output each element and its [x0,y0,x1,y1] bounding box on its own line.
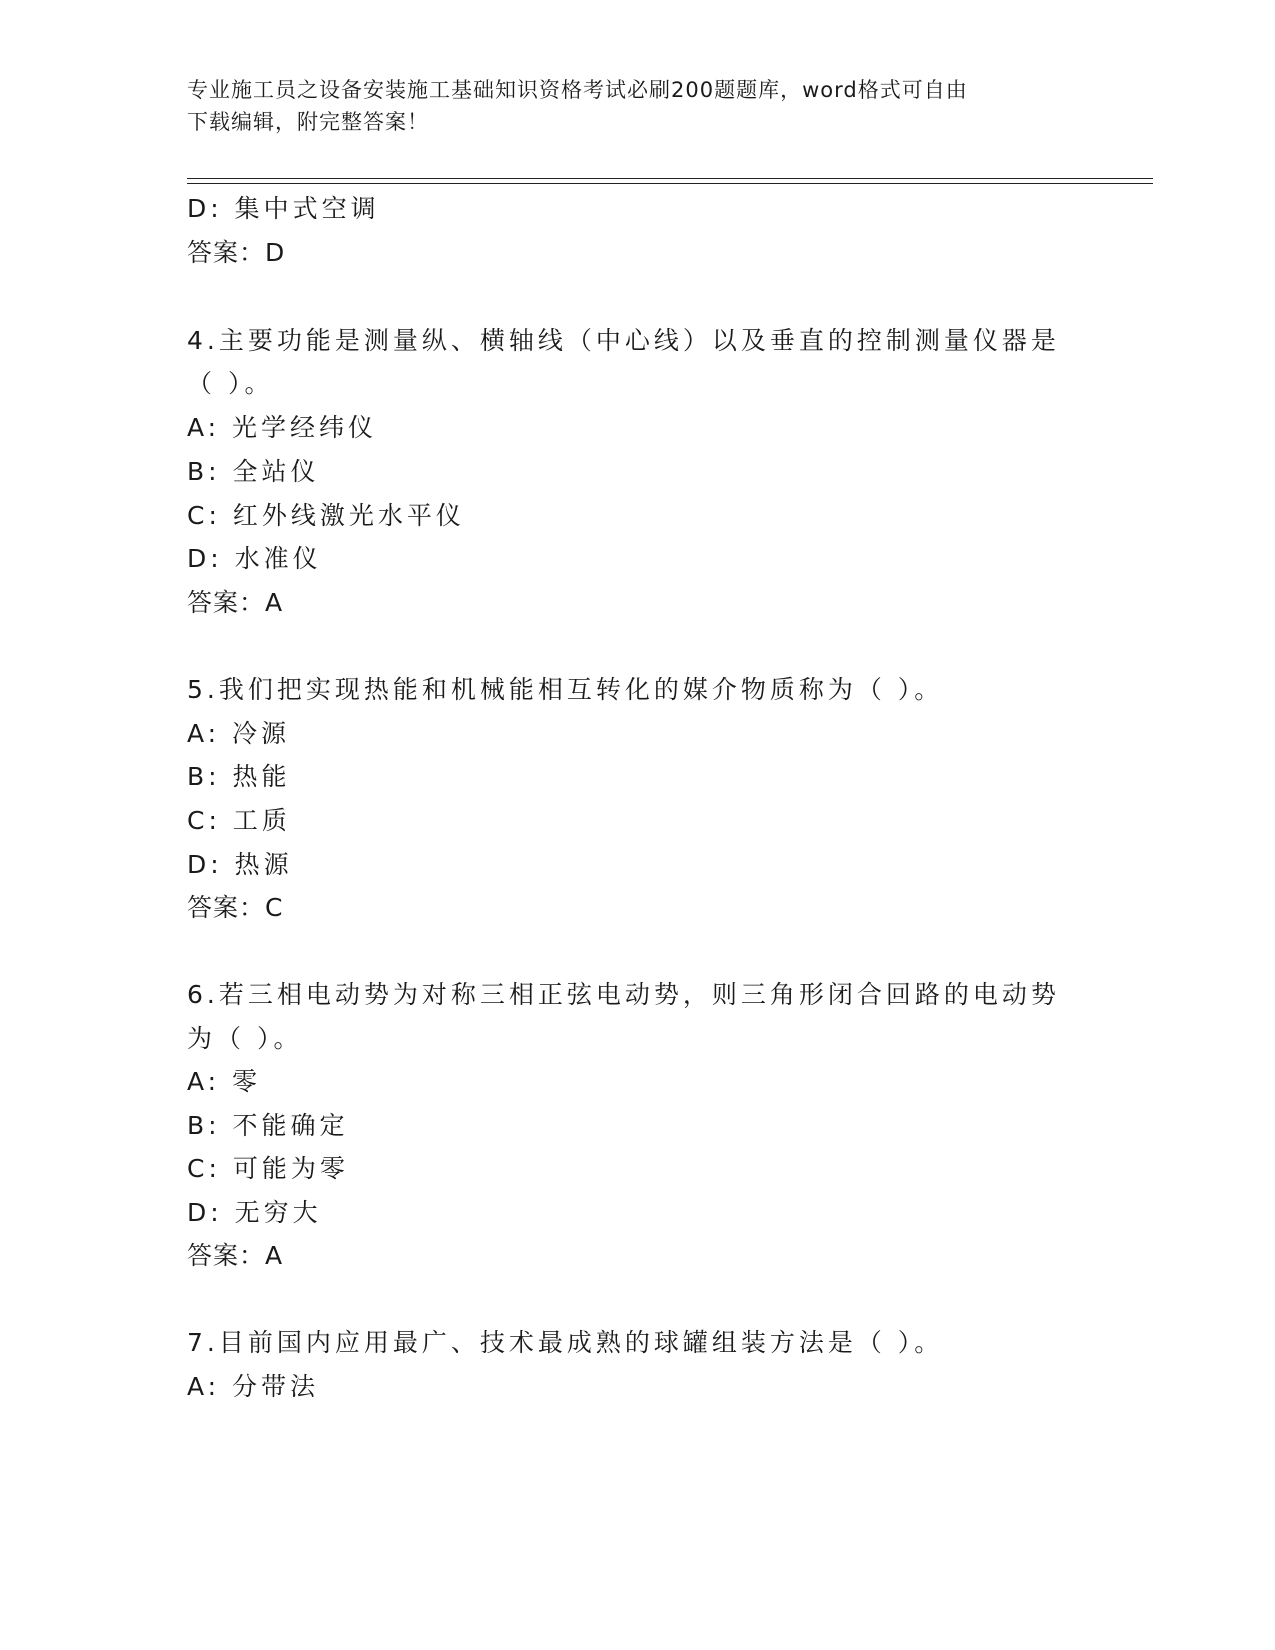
q4-stem-line-2: （ ）。 [187,369,274,398]
header-title-line-2: 下载编辑，附完整答案！ [187,110,429,134]
q5-option-d: D: 热源 [187,850,293,879]
q5-answer: 答案：C [187,893,284,922]
q4-option-b: B: 全站仪 [187,457,320,486]
document-header [187,74,1067,138]
q6-option-c: C: 可能为零 [187,1154,349,1183]
header-title-line-1: 专业施工员之设备安装施工基础知识资格考试必刷200题题库，word格式可自由 [187,78,968,102]
q7-stem-line-1: 7.目前国内应用最广、技术最成熟的球罐组装方法是（ ）。 [187,1328,944,1357]
q6-option-d: D: 无穷大 [187,1198,322,1227]
q6-stem-line-1: 6.若三相电动势为对称三相正弦电动势，则三角形闭合回路的电动势 [187,980,1060,1009]
q4-option-a: A: 光学经纬仪 [187,413,378,442]
q4-answer: 答案：A [187,588,284,617]
q5-option-a: A: 冷源 [187,719,291,748]
q6-answer: 答案：A [187,1241,284,1270]
q4-stem-line-1: 4.主要功能是测量纵、横轴线（中心线）以及垂直的控制测量仪器是 [187,326,1060,355]
q6-stem-line-2: 为（ ）。 [187,1024,303,1053]
q5-option-c: C: 工质 [187,806,291,835]
header-divider-top [187,178,1153,179]
header-divider-bottom [187,183,1153,184]
q5-stem-line-1: 5.我们把实现热能和机械能相互转化的媒介物质称为（ ）。 [187,675,944,704]
q3-answer: 答案：D [187,238,286,267]
q7-option-a: A: 分带法 [187,1372,320,1401]
q6-option-a: A: 零 [187,1067,262,1096]
q4-option-d: D: 水准仪 [187,544,322,573]
q4-option-c: C: 红外线激光水平仪 [187,501,465,530]
q5-option-b: B: 热能 [187,762,291,791]
q6-option-b: B: 不能确定 [187,1111,349,1140]
q3-option-d: D: 集中式空调 [187,194,380,223]
